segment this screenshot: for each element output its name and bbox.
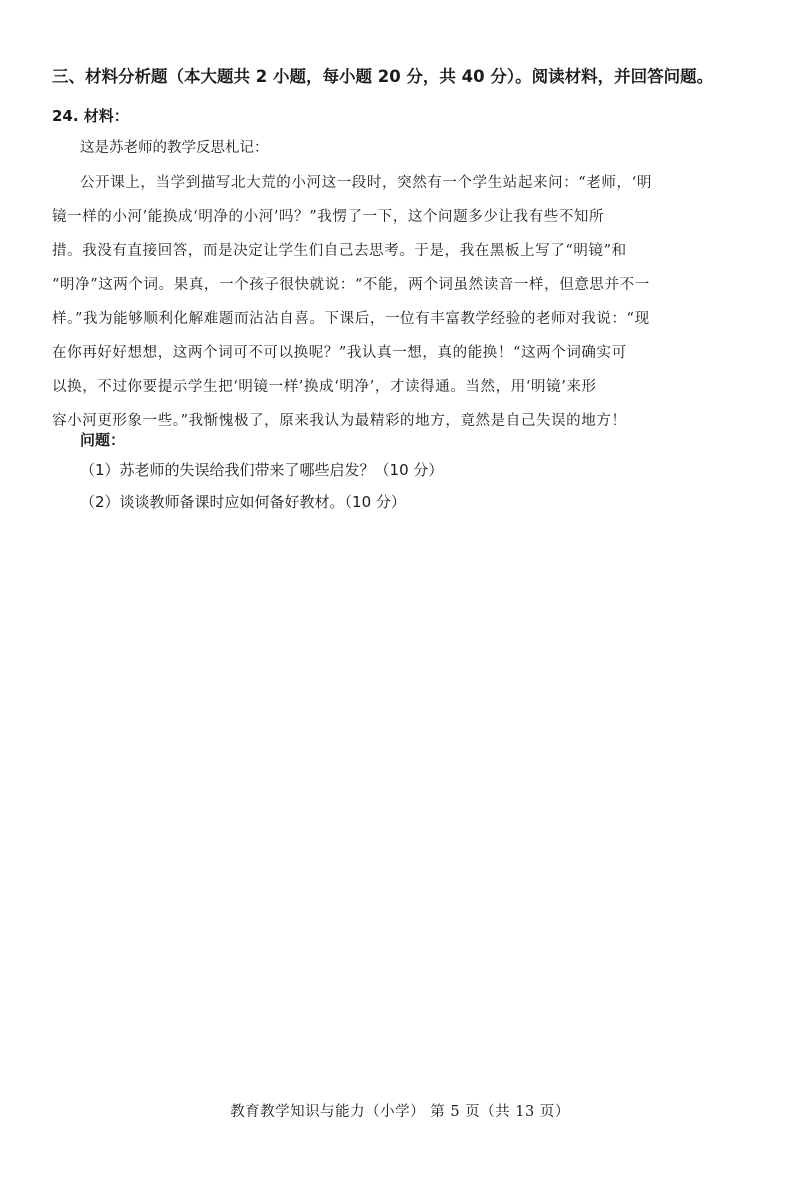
question-number-label: 24. 材料： [52, 107, 129, 125]
question-item-1: （1）苏老师的失误给我们带来了哪些启发？（10 分） [80, 461, 444, 479]
material-line: 容小河更形象一些。”我惭愧极了，原来我认为最精彩的地方，竟然是自己失误的地方！ [52, 413, 627, 429]
material-line: 样。”我为能够顺利化解难题而沾沾自喜。下课后，一位有丰富教学经验的老师对我说：“现 [52, 311, 650, 327]
question-item-2: （2）谈谈教师备课时应如何备好教材。（10 分） [80, 493, 406, 511]
material-line: “明净”这两个词。果真，一个孩子很快就说：“不能，两个词虽然读音一样，但意思并不一 [52, 277, 650, 293]
material-passage [52, 166, 752, 438]
page-footer: 教育教学知识与能力（小学） 第 5 页（共 13 页） [230, 1104, 570, 1120]
material-line: 在你再好好想想，这两个词可不可以换呢？”我认真一想，真的能换！“这两个词确实可 [52, 345, 627, 361]
material-line: 公开课上，当学到描写北大荒的小河这一段时，突然有一个学生站起来问：“老师，‘明 [80, 175, 652, 191]
section-heading: 三、材料分析题（本大题共 2 小题，每小题 20 分，共 40 分）。阅读材料，并回答问题。 [52, 67, 714, 86]
material-line: 以换，不过你要提示学生把‘明镜一样’换成‘明净’，才读得通。当然，用‘明镜’来形 [52, 379, 597, 395]
material-line: 镜一样的小河’能换成‘明净的小河’吗？”我愣了一下，这个问题多少让我有些不知所 [52, 209, 605, 225]
material-intro: 这是苏老师的教学反思札记： [80, 140, 269, 156]
questions-title: 问题： [80, 431, 126, 449]
material-line: 措。我没有直接回答，而是决定让学生们自己去思考。于是，我在黑板上写了“明镜”和 [52, 243, 627, 259]
